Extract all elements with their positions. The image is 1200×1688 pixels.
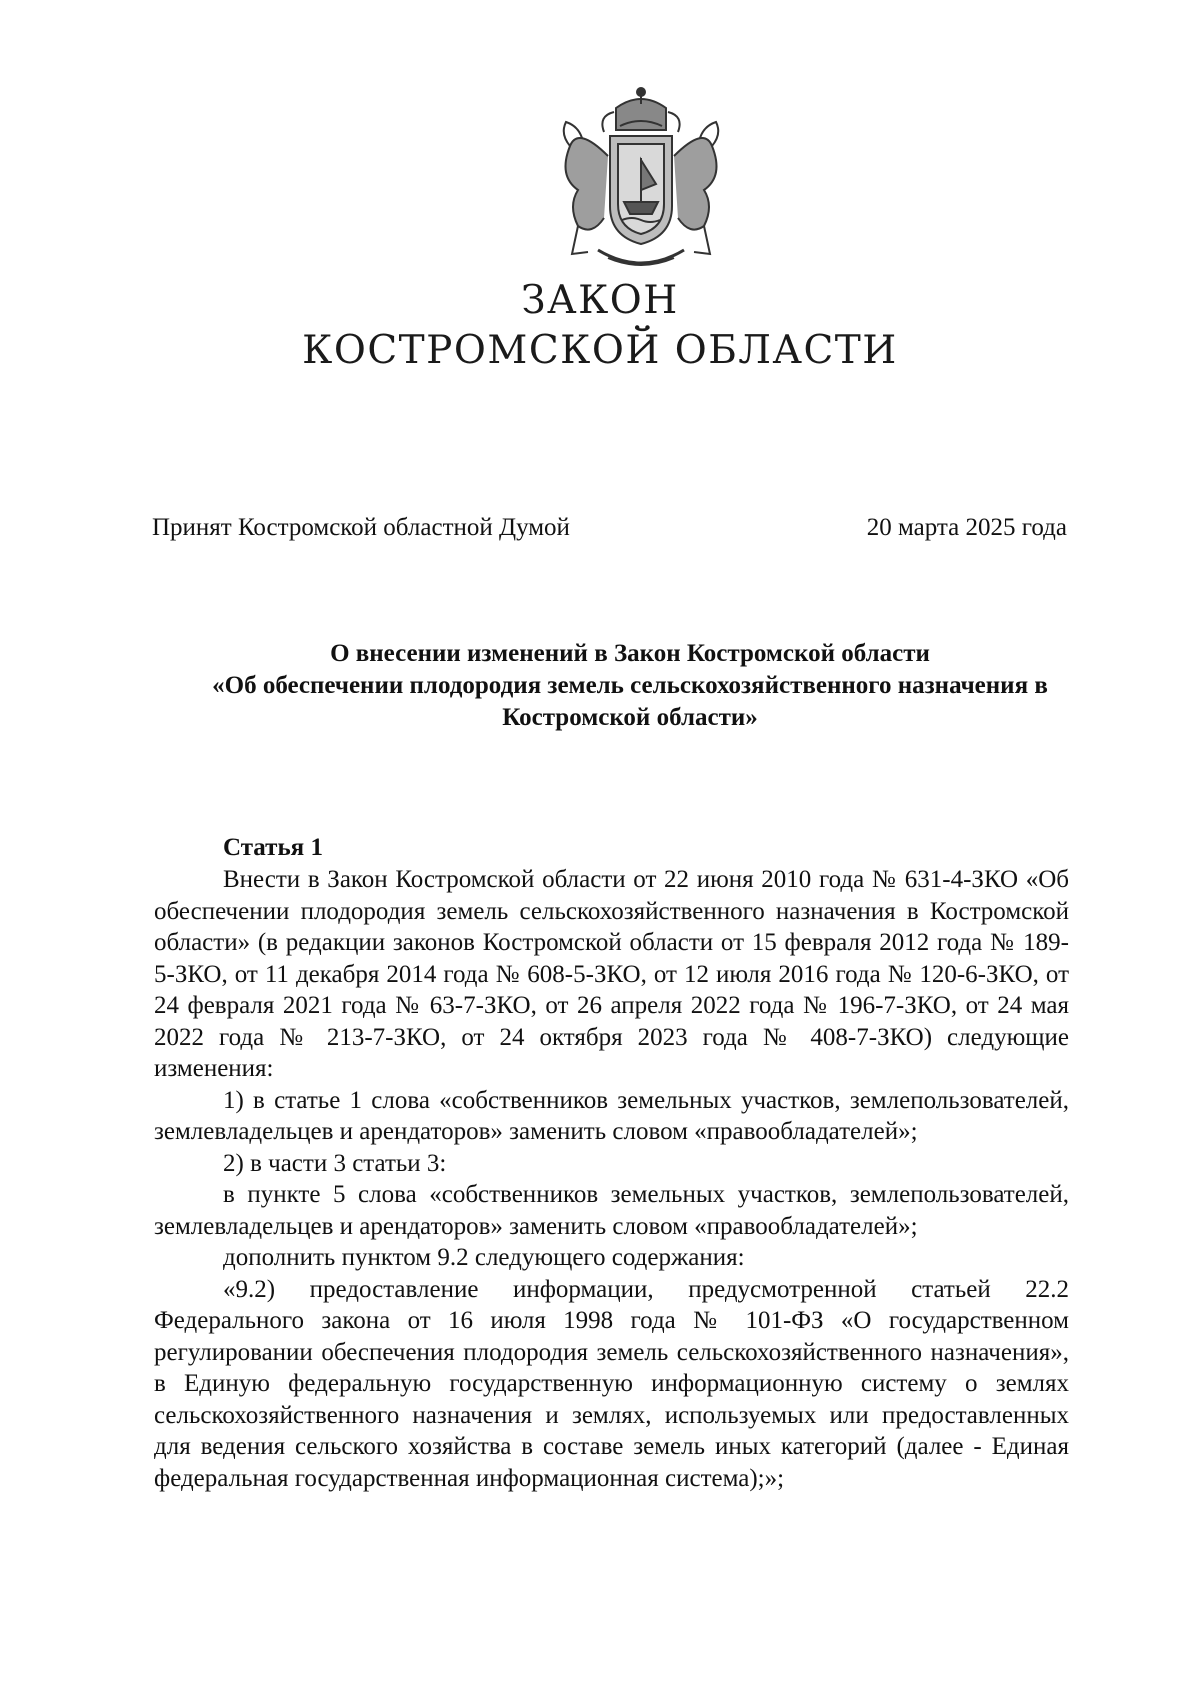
adopted-by: Принят Костромской областной Думой bbox=[152, 514, 570, 541]
document-type-heading: ЗАКОН bbox=[521, 278, 679, 323]
kostroma-coat-of-arms-icon bbox=[548, 86, 734, 274]
article-paragraph: дополнить пунктом 9.2 следующего содержания: bbox=[223, 1244, 745, 1271]
law-title-line: Костромской области» bbox=[502, 704, 758, 731]
law-title-line: О внесении изменений в Закон Костромской области bbox=[330, 640, 930, 667]
article-paragraph: «9.2) предоставление информации, предусмотренной статьей 22.2 Федерального закона от 16 июля 1998 года № 101-ФЗ «О государственном регулировании обеспечения плодородия земель сельскохозяйственного назначения», в Единую федеральную государственную информационную систему о землях сельскохозяйственного назначения и землях, используемых или предоставленных для ведения сельского хозяйства в составе земель иных категорий (далее - Единая федеральная государственная информационная система);»; bbox=[154, 1275, 1069, 1492]
law-title-line: «Об обеспечении плодородия земель сельскохозяйственного назначения в bbox=[212, 672, 1048, 699]
article-paragraph: в пункте 5 слова «собственников земельных участков, землепользователей, землевладельцев и арендаторов» заменить словом «правообладателей»; bbox=[154, 1181, 1069, 1240]
article-heading: Статья 1 bbox=[223, 834, 323, 861]
article-paragraph: 2) в части 3 статьи 3: bbox=[223, 1149, 447, 1177]
region-heading: КОСТРОМСКОЙ ОБЛАСТИ bbox=[302, 328, 898, 373]
article-paragraph: Внести в Закон Костромской области от 22 июня 2010 года № 631-4-ЗКО «Об обеспечении плодородия земель сельскохозяйственного назначения в Костромской области» (в редакции законов Костромской области от 15 февраля 2012 года № 189-5-ЗКО, от 11 декабря 2014 года № 608-5-ЗКО, от 12 июля 2016 года № 120-6-ЗКО, от 24 февраля 2021 года № 63-7-ЗКО, от 26 апреля 2022 года № 196-7-ЗКО, от 24 мая 2022 года № 213-7-ЗКО, от 24 октября 2023 года № 408-7-ЗКО) следующие изменения: bbox=[154, 866, 1069, 1082]
adoption-date: 20 марта 2025 года bbox=[866, 514, 1067, 541]
article-paragraph: 1) в статье 1 слова «собственников земельных участков, землепользователей, землевладельцев и арендаторов» заменить словом «правообладателей»; bbox=[154, 1086, 1069, 1145]
article-body bbox=[154, 864, 1069, 1494]
law-title bbox=[200, 638, 1060, 734]
